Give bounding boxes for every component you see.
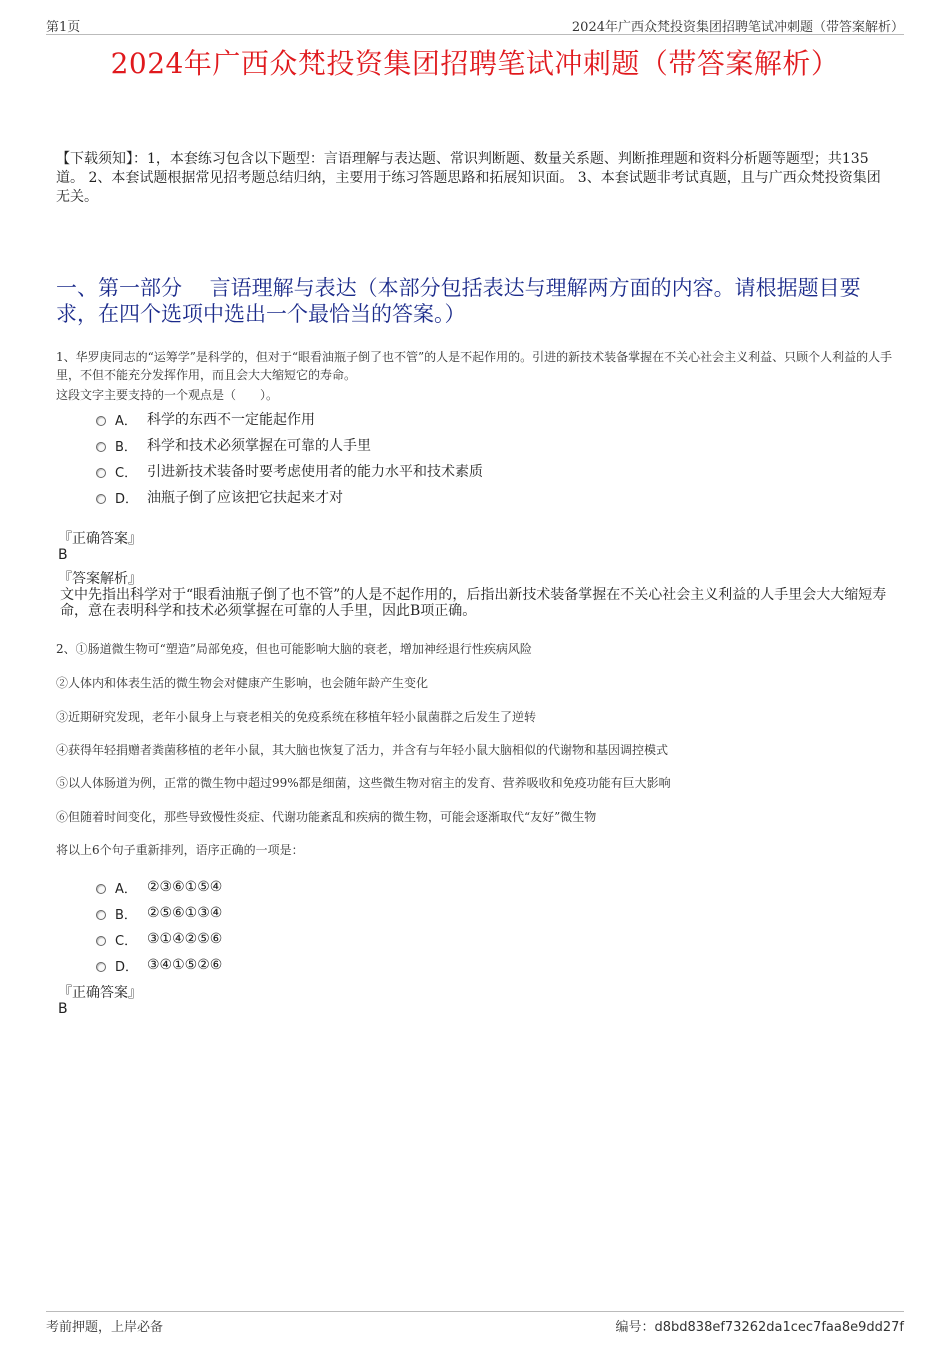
radio-button-icon[interactable] bbox=[96, 910, 106, 920]
radio-button-icon[interactable] bbox=[96, 468, 106, 478]
radio-button-icon[interactable] bbox=[96, 962, 106, 972]
option-letter: B． bbox=[115, 439, 137, 455]
q2-options bbox=[96, 874, 222, 978]
option-letter: D． bbox=[115, 491, 139, 507]
q1-analysis-label: 『答案解析』 bbox=[58, 571, 142, 587]
header-doc-name: 2024年广西众梵投资集团招聘笔试冲刺题（带答案解析） bbox=[571, 20, 904, 35]
option-letter: D． bbox=[115, 959, 139, 975]
option-letter: A． bbox=[115, 881, 137, 897]
option-letter: A． bbox=[115, 413, 137, 429]
q2-answer-label: 『正确答案』 bbox=[58, 985, 142, 1001]
page-number: 第1页 bbox=[46, 20, 81, 35]
q2-option-c[interactable] bbox=[96, 926, 222, 952]
option-text: ③④①⑤②⑥ bbox=[147, 957, 223, 973]
q2-line-6: ⑥但随着时间变化，那些导致慢性炎症、代谢功能紊乱和疾病的微生物，可能会逐渐取代“友好”微生物 bbox=[56, 810, 597, 824]
q1-option-d[interactable] bbox=[96, 484, 483, 510]
page-footer bbox=[46, 1311, 904, 1334]
option-letter: C． bbox=[115, 933, 138, 949]
option-text: 科学和技术必须掌握在可靠的人手里 bbox=[147, 438, 371, 454]
code-label: 编号： bbox=[615, 1320, 655, 1335]
q2-option-d[interactable] bbox=[96, 952, 222, 978]
q1-option-b[interactable] bbox=[96, 432, 483, 458]
q1-stem: 1、华罗庚同志的“运筹学”是科学的，但对于“眼看油瓶子倒了也不管”的人是不起作用的。引进的新技术装备掌握在不关心社会主义利益、只顾个人利益的人手里，不但不能充分发挥作用，而且会大大缩短它的寿命。 bbox=[56, 350, 893, 382]
option-text: 科学的东西不一定能起作用 bbox=[147, 412, 315, 428]
q2-line-1: 2、①肠道微生物可“塑造”局部免疫，但也可能影响大脑的衰老，增加神经退行性疾病风险 bbox=[56, 642, 532, 656]
option-text: ②⑤⑥①③④ bbox=[147, 905, 223, 921]
q2-prompt: 将以上6个句子重新排列，语序正确的一项是： bbox=[56, 843, 304, 857]
radio-button-icon[interactable] bbox=[96, 884, 106, 894]
q1-option-c[interactable] bbox=[96, 458, 483, 484]
q1-option-a[interactable] bbox=[96, 406, 483, 432]
option-text: 引进新技术装备时要考虑使用者的能力水平和技术素质 bbox=[147, 464, 483, 480]
radio-button-icon[interactable] bbox=[96, 416, 106, 426]
document-code bbox=[615, 1316, 904, 1335]
q2-answer: B bbox=[58, 1001, 68, 1017]
q1-answer: B bbox=[58, 547, 68, 563]
option-text: ③①④②⑤⑥ bbox=[147, 931, 223, 947]
radio-button-icon[interactable] bbox=[96, 936, 106, 946]
option-text: 油瓶子倒了应该把它扶起来才对 bbox=[147, 490, 343, 506]
q1-analysis: 文中先指出科学对于“眼看油瓶子倒了也不管”的人是不起作用的，后指出新技术装备掌握在不关心社会主义利益的人手里会大大缩短寿命，意在表明科学和技术必须掌握在可靠的人手里，因此B项正确。 bbox=[60, 587, 887, 619]
document-title: 2024年广西众梵投资集团招聘笔试冲刺题（带答案解析） bbox=[110, 47, 840, 80]
q2-option-a[interactable] bbox=[96, 874, 222, 900]
q1-options bbox=[96, 406, 483, 510]
download-notice: 【下载须知】：1，本套练习包含以下题型：言语理解与表达题、常识判断题、数量关系题、判断推理题和资料分析题等题型；共135道。 2、本套试题根据常见招考题总结归纳，主要用于练习答题思路和拓展知识面。 3、本套试题非考试真题，且与广西众梵投资集团无关。 bbox=[56, 151, 881, 205]
page-header bbox=[46, 14, 904, 35]
section-heading: 一、第一部分 言语理解与表达（本部分包括表达与理解两方面的内容。请根据题目要求，在四个选项中选出一个最恰当的答案。） bbox=[56, 276, 861, 326]
option-text: ②③⑥①⑤④ bbox=[147, 879, 223, 895]
q1-answer-label: 『正确答案』 bbox=[58, 531, 142, 547]
radio-button-icon[interactable] bbox=[96, 442, 106, 452]
q1-prompt: 这段文字主要支持的一个观点是（ ）。 bbox=[56, 388, 279, 402]
q2-line-4: ④获得年轻捐赠者粪菌移植的老年小鼠，其大脑也恢复了活力，并含有与年轻小鼠大脑相似的代谢物和基因调控模式 bbox=[56, 743, 669, 757]
radio-button-icon[interactable] bbox=[96, 494, 106, 504]
option-letter: B． bbox=[115, 907, 137, 923]
option-letter: C． bbox=[115, 465, 138, 481]
q2-line-3: ③近期研究发现，老年小鼠身上与衰老相关的免疫系统在移植年轻小鼠菌群之后发生了逆转 bbox=[56, 710, 537, 724]
q2-option-b[interactable] bbox=[96, 900, 222, 926]
code-value: d8bd838ef73262da1cec7faa8e9dd27f bbox=[654, 1320, 904, 1335]
footer-slogan: 考前押题，上岸必备 bbox=[46, 1320, 164, 1335]
q2-line-2: ②人体内和体表生活的微生物会对健康产生影响，也会随年龄产生变化 bbox=[56, 676, 429, 690]
q2-line-5: ⑤以人体肠道为例，正常的微生物中超过99%都是细菌，这些微生物对宿主的发育、营养吸收和免疫功能有巨大影响 bbox=[56, 776, 671, 790]
